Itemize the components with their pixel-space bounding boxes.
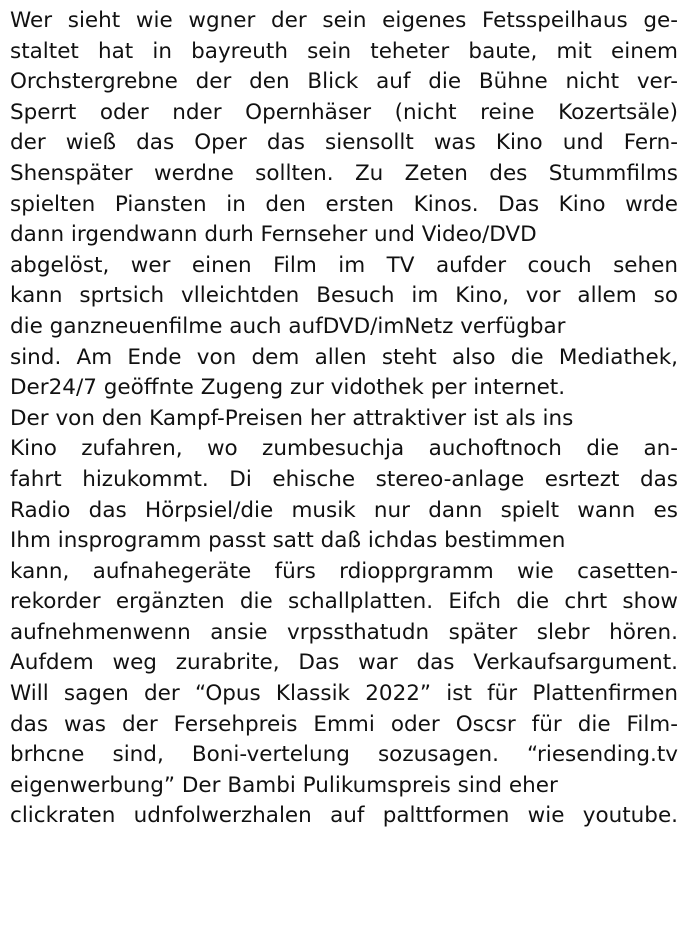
text-line: aufnehmenwenn ansie vrpssthatudn später slebr hören. — [10, 619, 678, 645]
text-line: clickraten udnfolwerzhalen auf palttformen wie youtube. — [10, 803, 678, 829]
text-line: Der24/7 geöffnte Zugeng zur vidothek per internet. — [10, 375, 566, 401]
text-line: rekorder ergänzten die schallplatten. Eifch die chrt show — [10, 589, 678, 615]
text-line: eigenwerbung” Der Bambi Pulikumspreis sind eher — [10, 772, 558, 798]
text-line: Sperrt oder nder Opernhäser (nicht reine Kozertsäle) — [10, 99, 678, 125]
body-text — [10, 6, 678, 832]
text-line: Will sagen der “Opus Klassik 2022” ist für Plattenfirmen — [10, 681, 678, 707]
text-line: Der von den Kampf-Preisen her attraktiver ist als ins — [10, 405, 574, 431]
text-line: Radio das Hörpsiel/die musik nur dann spielt wann es — [10, 497, 678, 523]
text-line: das was der Fersehpreis Emmi oder Oscsr für die Film- — [10, 711, 678, 737]
text-line: die ganzneuenfilme auch aufDVD/imNetz verfügbar — [10, 313, 566, 339]
text-line: Ihm insprogramm passt satt daß ichdas bestimmen — [10, 528, 566, 554]
text-line: Aufdem weg zurabrite, Das war das Verkaufsargument. — [10, 650, 678, 676]
text-line: der wieß das Oper das siensollt was Kino und Fern- — [10, 130, 678, 156]
text-line: spielten Piansten in den ersten Kinos. Das Kino wrde — [10, 191, 678, 217]
text-line: sind. Am Ende von dem allen steht also die Mediathek, — [10, 344, 678, 370]
text-line: kann, aufnahegeräte fürs rdiopprgramm wie casetten- — [10, 558, 678, 584]
text-line: kann sprtsich vlleichtden Besuch im Kino, vor allem so — [10, 283, 678, 309]
text-line: fahrt hizukommt. Di ehische stereo-anlage esrtezt das — [10, 466, 678, 492]
text-line: abgelöst, wer einen Film im TV aufder couch sehen — [10, 252, 678, 278]
text-line: dann irgendwann durh Fernseher und Video/DVD — [10, 222, 537, 248]
text-line: staltet hat in bayreuth sein teheter baute, mit einem — [10, 38, 678, 64]
text-line: Wer sieht wie wgner der sein eigenes Fetsspeilhaus ge- — [10, 8, 678, 33]
text-line: Orchstergrebne der den Blick auf die Bühne nicht ver- — [10, 69, 678, 95]
text-line: Kino zufahren, wo zumbesuchja auchoftnoch die an- — [10, 436, 678, 462]
text-line: brhcne sind, Boni-vertelung sozusagen. “riesending.tv — [10, 742, 678, 768]
text-line: Shenspäter werdne sollten. Zu Zeten des Stummfilms — [10, 160, 678, 186]
